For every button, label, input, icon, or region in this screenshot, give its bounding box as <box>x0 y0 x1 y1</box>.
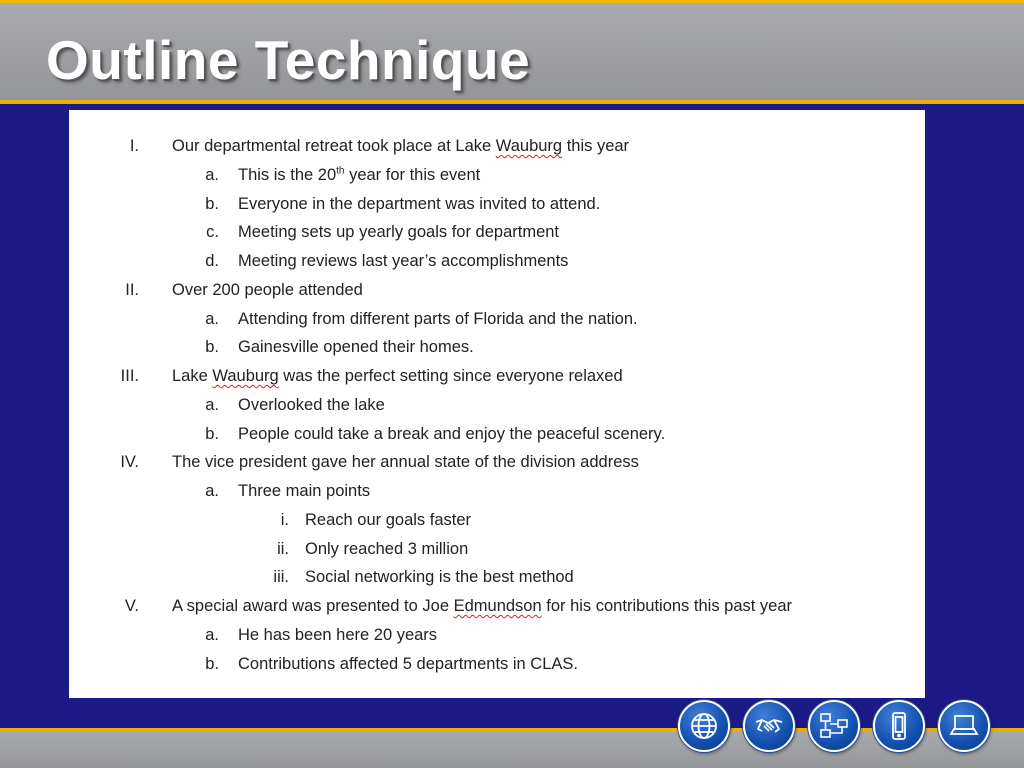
outline-item <box>69 276 925 305</box>
text-run: this year <box>562 137 630 155</box>
text-run: He has been here 20 years <box>238 625 438 644</box>
outline-item <box>69 218 925 247</box>
outline-item <box>69 161 925 190</box>
network-icon[interactable] <box>808 700 860 752</box>
outline-number: II. <box>125 280 139 299</box>
globe-icon[interactable] <box>678 700 730 752</box>
outline-item <box>69 362 925 391</box>
text-run: Overlooked the lake <box>238 395 385 414</box>
outline-item <box>69 650 925 679</box>
outline-text <box>238 333 474 362</box>
spell-flagged-word: Wauburg <box>495 137 563 155</box>
outline-number: III. <box>120 367 139 385</box>
outline-text <box>238 420 665 449</box>
text-run: th <box>336 165 345 177</box>
outline-item <box>69 420 925 449</box>
outline-text <box>238 621 437 650</box>
outline-text <box>305 535 468 564</box>
outline-list <box>69 110 925 698</box>
outline-item <box>69 333 925 362</box>
spell-flagged-word: Edmundson <box>453 597 542 615</box>
outline-number: b. <box>205 194 219 213</box>
outline-text <box>238 391 385 420</box>
slide-title: Outline Technique <box>46 29 531 91</box>
outline-number: b. <box>205 654 219 673</box>
footer-bar <box>0 728 1024 768</box>
text-run: Social networking is the best method <box>305 568 574 587</box>
outline-number: c. <box>206 223 219 242</box>
spell-flagged-word: Wauburg <box>212 367 279 385</box>
outline-number: a. <box>205 395 219 414</box>
outline-item <box>69 477 925 506</box>
outline-text <box>172 362 623 391</box>
outline-number: ii. <box>277 539 289 558</box>
text-run: Gainesville opened their homes. <box>238 338 474 357</box>
outline-text <box>172 132 629 161</box>
header-bar <box>0 0 1024 104</box>
text-run: Three main points <box>238 482 371 500</box>
text-run: Only reached 3 million <box>305 539 469 558</box>
outline-number: a. <box>205 309 219 328</box>
text-run: was the perfect setting since everyone relaxed <box>278 367 623 385</box>
outline-text <box>238 305 638 334</box>
text-run: Over 200 people attended <box>172 280 363 299</box>
outline-number: V. <box>124 597 139 615</box>
text-run: for his contributions this past year <box>541 597 793 615</box>
outline-number: d. <box>205 252 219 270</box>
outline-text <box>238 161 480 190</box>
outline-item <box>69 305 925 334</box>
outline-text <box>172 592 792 621</box>
outline-item <box>69 247 925 276</box>
outline-number: a. <box>205 625 219 644</box>
outline-item <box>69 592 925 621</box>
outline-number: i. <box>280 510 289 529</box>
outline-item <box>69 132 925 161</box>
mobile-phone-icon[interactable] <box>873 700 925 752</box>
text-run: Everyone in the department was invited to attend. <box>238 194 601 213</box>
outline-item <box>69 190 925 219</box>
text-run: Contributions affected 5 departments in CLAS. <box>238 654 578 673</box>
text-run: This is the 20 <box>238 165 337 184</box>
outline-number: I. <box>129 137 139 155</box>
outline-text <box>238 477 370 506</box>
text-run: A special award was presented to Joe <box>172 597 454 615</box>
outline-text <box>238 218 559 247</box>
outline-item <box>69 506 925 535</box>
outline-text <box>305 506 471 535</box>
outline-number: b. <box>205 338 219 357</box>
text-run: year for this event <box>344 165 481 184</box>
outline-number: a. <box>205 482 219 500</box>
outline-text <box>172 276 363 305</box>
outline-item <box>69 621 925 650</box>
outline-text <box>238 190 600 219</box>
text-run: Our departmental retreat took place at Lake <box>172 137 496 155</box>
outline-number: a. <box>205 165 219 184</box>
text-run: Lake <box>172 367 213 385</box>
outline-item <box>69 563 925 592</box>
text-run: Reach our goals faster <box>305 510 472 529</box>
outline-number: iii. <box>273 568 289 587</box>
outline-number: b. <box>205 424 219 443</box>
outline-text <box>238 247 568 276</box>
laptop-icon[interactable] <box>938 700 990 752</box>
outline-item <box>69 535 925 564</box>
text-run: The vice president gave her annual state of the division address <box>172 453 639 472</box>
text-run: Meeting sets up yearly goals for department <box>238 223 560 242</box>
outline-item <box>69 391 925 420</box>
outline-number: IV. <box>120 453 139 472</box>
handshake-icon[interactable] <box>743 700 795 752</box>
text-run: Attending from different parts of Florida and the nation. <box>238 309 638 328</box>
text-run: People could take a break and enjoy the peaceful scenery. <box>238 424 666 443</box>
outline-text <box>238 650 578 679</box>
outline-text <box>172 448 639 477</box>
text-run: Meeting reviews last year’s accomplishments <box>238 252 569 270</box>
outline-item <box>69 448 925 477</box>
outline-text <box>305 563 574 592</box>
document-panel <box>69 110 925 698</box>
